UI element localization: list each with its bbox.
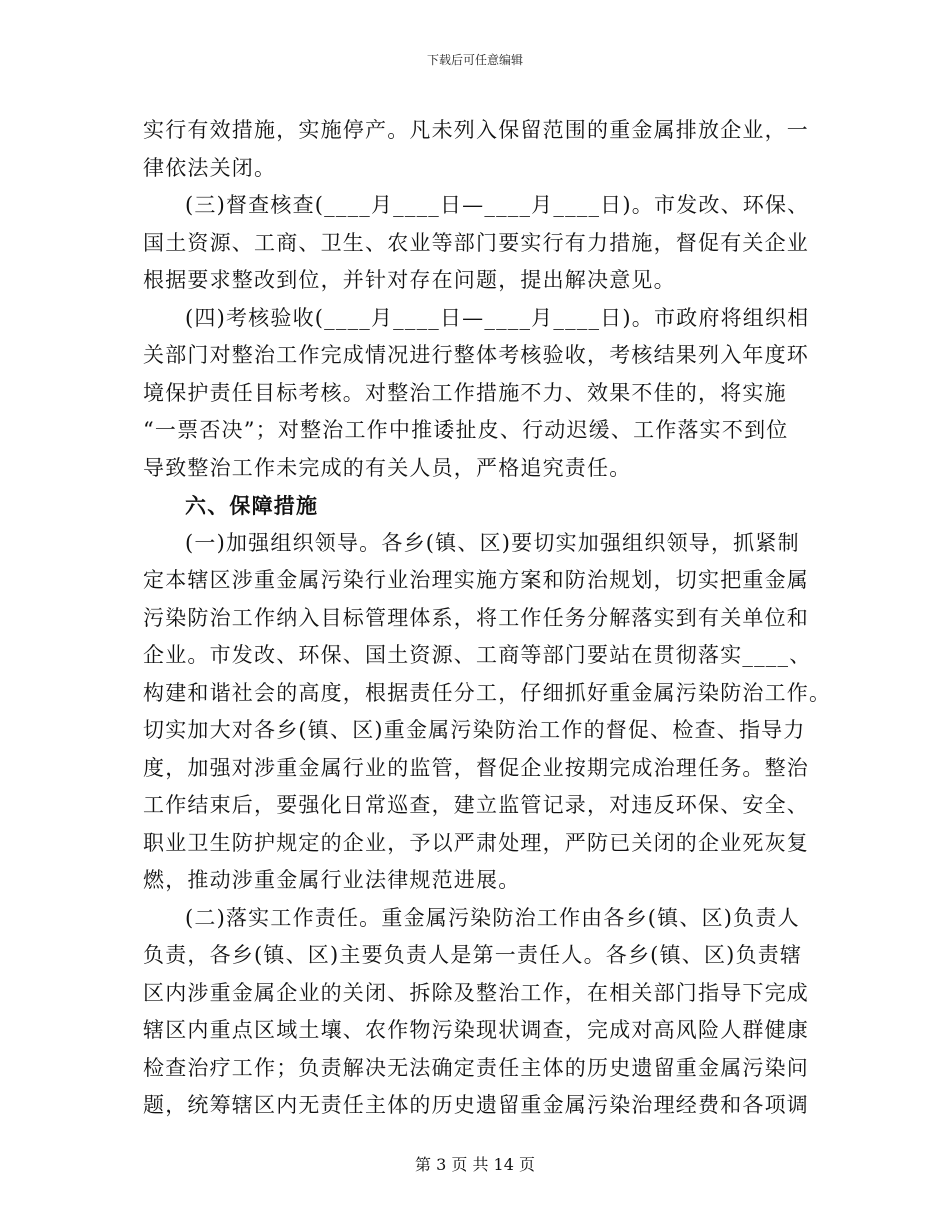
text-line: 检查治疗工作；负责解决无法确定责任主体的历史遗留重金属污染问 bbox=[143, 1055, 809, 1080]
text-line: (一)加强组织领导。各乡(镇、区)要切实加强组织领导，抓紧制 bbox=[185, 530, 800, 555]
text-line: (三)督查核查(____月____日—____月____日)。市发改、环保、 bbox=[185, 193, 810, 217]
text-line: 工作结束后，要强化日常巡查，建立监管记录，对违反环保、安全、 bbox=[143, 793, 809, 817]
text-line: 区内涉重金属企业的关闭、拆除及整治工作，在相关部门指导下完成 bbox=[143, 980, 809, 1005]
text-line: (四)考核验收(____月____日—____月____日)。市政府将组织相 bbox=[185, 305, 810, 330]
section-heading: 六、保障措施 bbox=[185, 493, 319, 518]
text-line: 职业卫生防护规定的企业，予以严肃处理，严防已关闭的企业死灰复 bbox=[143, 830, 809, 855]
header-note: 下载后可任意编辑 bbox=[426, 53, 523, 67]
text-line: 负责，各乡(镇、区)主要负责人是第一责任人。各乡(镇、区)负责辖 bbox=[143, 943, 803, 967]
text-line: 辖区内重点区域土壤、农作物污染现状调查，完成对高风险人群健康 bbox=[143, 1018, 809, 1042]
text-line: 切实加大对各乡(镇、区)重金属污染防治工作的督促、检查、指导力 bbox=[143, 718, 806, 742]
text-line: 导致整治工作未完成的有关人员，严格追究责任。 bbox=[143, 455, 632, 480]
text-line: 企业。市发改、环保、国土资源、工商等部门要站在贯彻落实____、 bbox=[143, 643, 812, 667]
text-line: 实行有效措施，实施停产。凡未列入保留范围的重金属排放企业，一 bbox=[143, 118, 809, 142]
text-line: 境保护责任目标考核。对整治工作措施不力、效果不佳的，将实施 bbox=[143, 380, 787, 405]
text-line: 关部门对整治工作完成情况进行整体考核验收，考核结果列入年度环 bbox=[143, 343, 809, 367]
text-line: “一票否决”；对整治工作中推诿扯皮、行动迟缓、工作落实不到位 bbox=[143, 418, 789, 442]
text-line: 定本辖区涉重金属污染行业治理实施方案和防治规划，切实把重金属 bbox=[143, 568, 809, 592]
text-line: 题，统筹辖区内无责任主体的历史遗留重金属污染治理经费和各项调 bbox=[143, 1093, 809, 1117]
page-number: 第 3 页 共 14 页 bbox=[415, 1155, 535, 1174]
text-line: 燃，推动涉重金属行业法律规范进展。 bbox=[143, 868, 521, 892]
text-line: 律依法关闭。 bbox=[143, 155, 277, 180]
document-body bbox=[143, 112, 832, 1125]
text-line: (二)落实工作责任。重金属污染防治工作由各乡(镇、区)负责人 bbox=[185, 905, 800, 930]
text-line: 根据要求整改到位，并针对存在问题，提出解决意见。 bbox=[143, 268, 676, 292]
text-line: 国土资源、工商、卫生、农业等部门要实行有力措施，督促有关企业 bbox=[143, 230, 809, 255]
text-line: 污染防治工作纳入目标管理体系，将工作任务分解落实到有关单位和 bbox=[143, 605, 809, 630]
text-line: 度，加强对涉重金属行业的监管，督促企业按期完成治理任务。整治 bbox=[143, 755, 809, 780]
text-line: 构建和谐社会的高度，根据责任分工，仔细抓好重金属污染防治工作。 bbox=[143, 680, 832, 705]
